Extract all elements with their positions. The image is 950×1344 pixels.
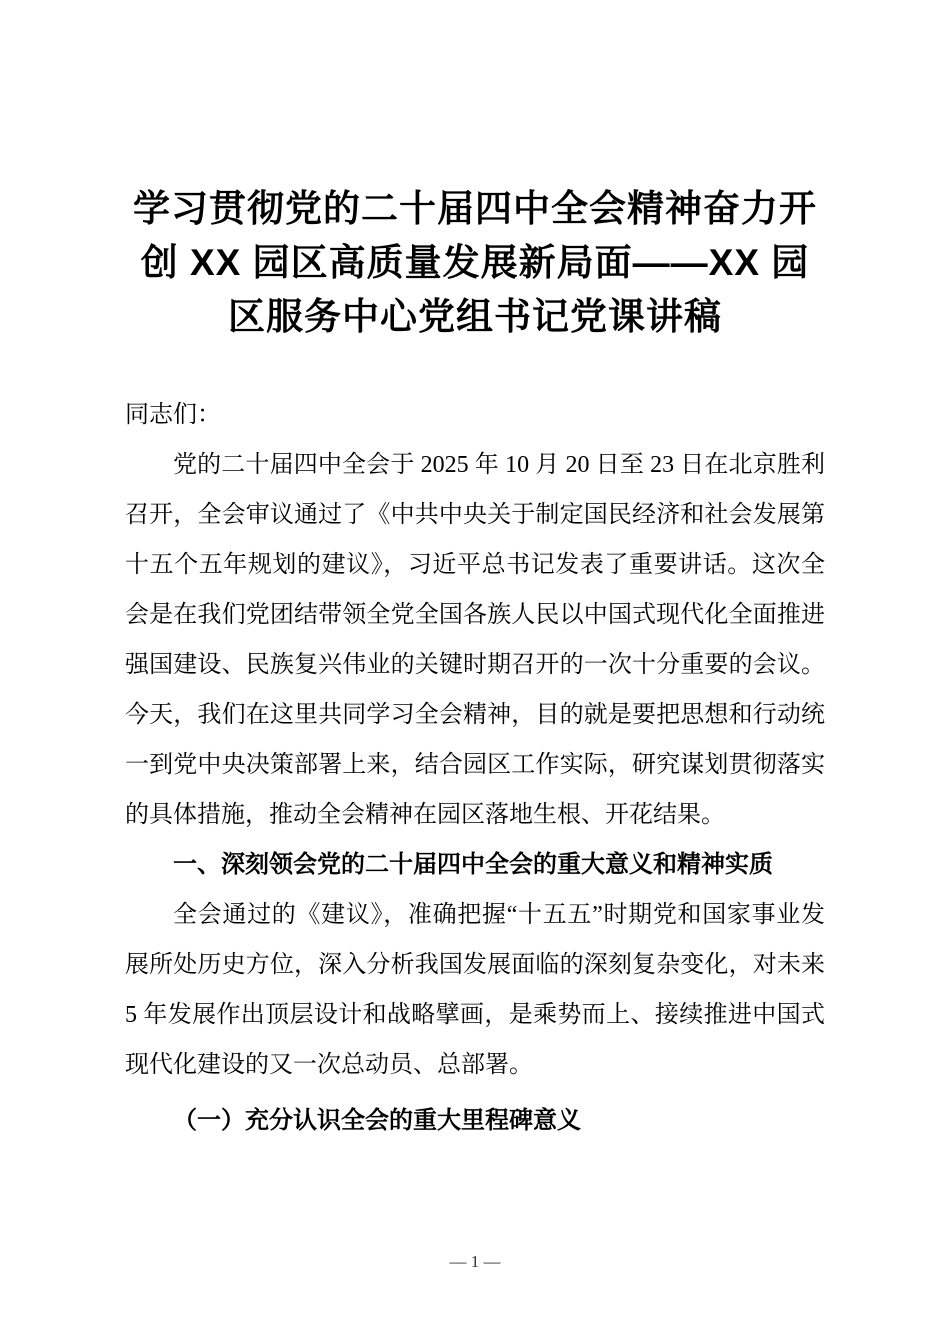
document-title: 学习贯彻党的二十届四中全会精神奋力开创 XX 园区高质量发展新局面——XX 园区服务中心党组书记党课讲稿 [133,188,817,337]
salutation-line: 同志们： [125,402,221,428]
section-1-paragraph: 全会通过的《建议》，准确把握“十五五”时期党和国家事业发展所处历史方位，深入分析我国发展面临的深刻复杂变化，对未来 5 年发展作出顶层设计和战略擘画，是乘势而上、接续推进中国式现代化建设的又一次总动员、总部署。 [125,902,825,1078]
page-number: — 1 — [449,1252,501,1271]
intro-paragraph: 党的二十届四中全会于 2025 年 10 月 20 日至 23 日在北京胜利召开，全会审议通过了《中共中央关于制定国民经济和社会发展第十五个五年规划的建议》，习近平总书记发表了重要讲话。这次全会是在我们党团结带领全党全国各族人民以中国式现代化全面推进强国建设、民族复兴伟业的关键时期召开的一次十分重要的会议。今天，我们在这里共同学习全会精神，目的就是要把思想和行动统一到党中央决策部署上来，结合园区工作实际，研究谋划贯彻落实的具体措施，推动全会精神在园区落地生根、开花结果。 [125,452,825,828]
subsection-heading-1-1: （一）充分认识全会的重大里程碑意义 [173,1107,581,1134]
section-heading-1: 一、深刻领会党的二十届四中全会的重大意义和精神实质 [173,851,773,878]
